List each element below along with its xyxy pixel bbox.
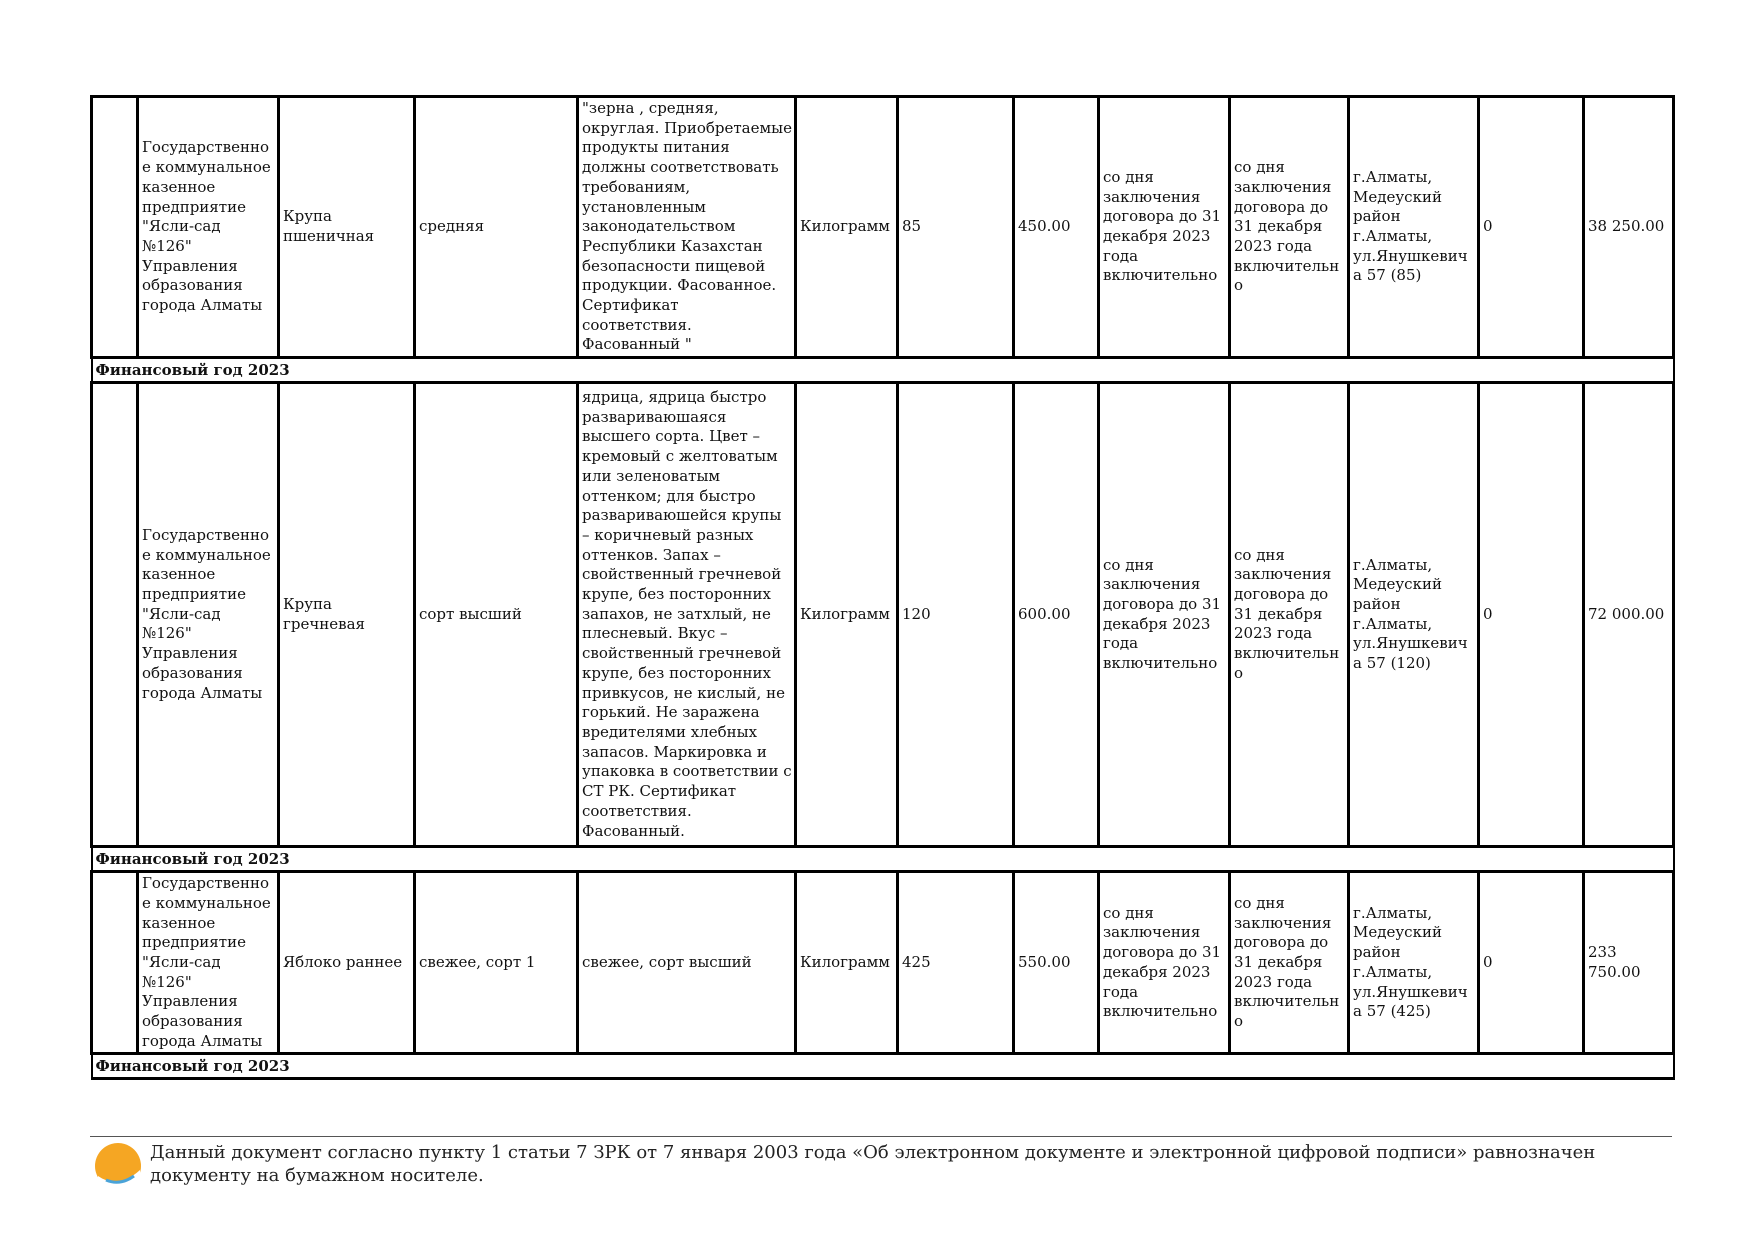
- short-spec-cell: сорт высший: [415, 383, 578, 847]
- advance-cell: 0: [1479, 872, 1584, 1054]
- unit-cell: Килограмм: [796, 872, 898, 1054]
- fin-year-label: Финансовый год 2023: [92, 1054, 1674, 1079]
- egov-logo-icon: [92, 1140, 144, 1192]
- short-spec-cell: средняя: [415, 97, 578, 358]
- total-cell: 38 250.00: [1584, 97, 1674, 358]
- row-number-cell: [92, 383, 138, 847]
- short-spec-cell: свежее, сорт 1: [415, 872, 578, 1054]
- fin-year-row: [92, 358, 1674, 383]
- fin-year-row: [92, 847, 1674, 872]
- unit-cell: Килограмм: [796, 383, 898, 847]
- footer-divider: [90, 1136, 1672, 1137]
- advance-cell: 0: [1479, 97, 1584, 358]
- table-row: [92, 872, 1674, 1054]
- item-name-cell: Яблоко раннее: [279, 872, 415, 1054]
- customer-cell: Государственное коммунальное казенное предприятие "Ясли-сад №126" Управления образования города Алматы: [138, 872, 279, 1054]
- price-cell: 450.00: [1014, 97, 1099, 358]
- customer-cell: Государственное коммунальное казенное предприятие "Ясли-сад №126" Управления образования города Алматы: [138, 383, 279, 847]
- full-spec-cell: ядрица, ядрица быстро развариваюшаяся высшего сорта. Цвет – кремовый с желтоватым или зеленоватым оттенком; для быстро развариваюшейся крупы – коричневый разных оттенков. Запах – свойственный гречневой крупе, без посторонних запахов, не затхлый, не плесневый. Вкус – свойственный гречневой крупе, без посторонних привкусов, не кислый, не горький. Не заражена вредителями хлебных запасов. Маркировка и упаковка в соответствии с СТ РК. Сертификат соответствия. Фасованный.: [578, 383, 796, 847]
- footer-legal-text: Данный документ согласно пункту 1 статьи 7 ЗРК от 7 января 2003 года «Об электронном документе и электронной цифровой подписи» равнозначен документу на бумажном носителе.: [150, 1142, 1596, 1186]
- item-name-cell: Крупа гречневая: [279, 383, 415, 847]
- delivery-period-cell: со дня заключения договора до 31 декабря 2023 года включительно: [1230, 872, 1349, 1054]
- delivery-period-cell: со дня заключения договора до 31 декабря 2023 года включительно: [1230, 97, 1349, 358]
- fin-year-label: Финансовый год 2023: [92, 847, 1674, 872]
- row-number-cell: [92, 872, 138, 1054]
- delivery-start-cell: со дня заключения договора до 31 декабря 2023 года включительно: [1099, 97, 1230, 358]
- delivery-start-cell: со дня заключения договора до 31 декабря 2023 года включительно: [1099, 383, 1230, 847]
- unit-cell: Килограмм: [796, 97, 898, 358]
- quantity-cell: 85: [898, 97, 1014, 358]
- delivery-period-cell: со дня заключения договора до 31 декабря 2023 года включительно: [1230, 383, 1349, 847]
- row-number-cell: [92, 97, 138, 358]
- procurement-table: [90, 95, 1675, 1080]
- item-name-cell: Крупа пшеничная: [279, 97, 415, 358]
- advance-cell: 0: [1479, 383, 1584, 847]
- quantity-cell: 425: [898, 872, 1014, 1054]
- full-spec-cell: "зерна , средняя, округлая. Приобретаемые продукты питания должны соответствовать требованиям, установленным законодательством Республики Казахстан безопасности пищевой продукции. Фасованное. Сертификат соответствия. Фасованный ": [578, 97, 796, 358]
- total-cell: 233 750.00: [1584, 872, 1674, 1054]
- price-cell: 550.00: [1014, 872, 1099, 1054]
- total-cell: 72 000.00: [1584, 383, 1674, 847]
- full-spec-cell: свежее, сорт высший: [578, 872, 796, 1054]
- quantity-cell: 120: [898, 383, 1014, 847]
- delivery-place-cell: г.Алматы, Медеуский район г.Алматы, ул.Янушкевича 57 (85): [1349, 97, 1479, 358]
- delivery-start-cell: со дня заключения договора до 31 декабря 2023 года включительно: [1099, 872, 1230, 1054]
- delivery-place-cell: г.Алматы, Медеуский район г.Алматы, ул.Янушкевича 57 (425): [1349, 872, 1479, 1054]
- customer-cell: Государственное коммунальное казенное предприятие "Ясли-сад №126" Управления образования города Алматы: [138, 97, 279, 358]
- fin-year-row: [92, 1054, 1674, 1079]
- table-row: [92, 383, 1674, 847]
- delivery-place-cell: г.Алматы, Медеуский район г.Алматы, ул.Янушкевича 57 (120): [1349, 383, 1479, 847]
- table-row: [92, 97, 1674, 358]
- price-cell: 600.00: [1014, 383, 1099, 847]
- fin-year-label: Финансовый год 2023: [92, 358, 1674, 383]
